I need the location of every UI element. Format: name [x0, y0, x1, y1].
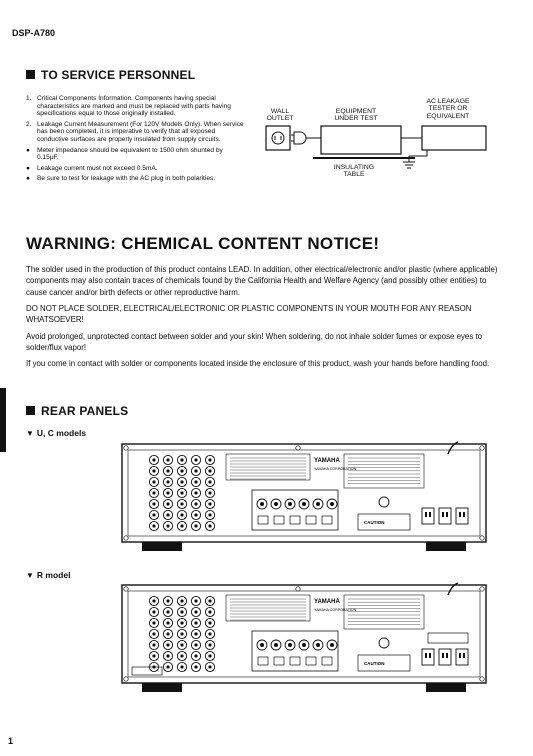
r-label-text: R model: [36, 570, 71, 580]
rca-jack-pin: [208, 480, 211, 483]
rca-jack-pin: [152, 654, 155, 657]
rca-jack-pin: [208, 610, 211, 613]
rca-jack-pin: [208, 458, 211, 461]
rca-jack-pin: [208, 491, 211, 494]
label-line: INSULATING: [333, 164, 375, 171]
list-item-text: Be sure to test for leakage with the AC plug in both polarities.: [37, 175, 216, 183]
rca-jack-pin: [180, 524, 183, 527]
warning-paragraph: The solder used in the production of this product contains LEAD. In addition, other electrical/electronic and/or plastic (where applicable) components may also contain traces of chemicals found by the California Health and Welfare Agency (and possibly other entities) to cause cancer and/or birth defects or other reproductive harm.: [26, 265, 498, 297]
rca-jack-pin: [194, 480, 197, 483]
tester-label: [417, 98, 479, 120]
rca-jack-pin: [208, 621, 211, 624]
speaker-terminal-core: [288, 643, 292, 647]
panel-maker: YAMAHA CORPORATION: [314, 467, 357, 471]
rear-panel-uc: [118, 440, 490, 560]
speaker-terminal-core: [288, 502, 292, 506]
speaker-terminal-core: [302, 643, 306, 647]
speaker-terminal-core: [260, 502, 264, 506]
rca-jack-pin: [166, 610, 169, 613]
rca-jack-pin: [180, 610, 183, 613]
ac-outlet-slot: [425, 653, 427, 658]
rca-jack-pin: [152, 621, 155, 624]
rca-jack-pin: [152, 513, 155, 516]
rca-jack-pin: [194, 524, 197, 527]
rca-jack-pin: [152, 643, 155, 646]
rca-jack-pin: [194, 599, 197, 602]
rca-jack-pin: [152, 632, 155, 635]
list-item-text: Leakage Current Measurement (For 120V Models Only). When service has been completed, it is imperative to verify that all exposed conductive surfaces are properly insulated from supply circuits.: [37, 120, 244, 143]
uc-label-text: U, C models: [36, 428, 87, 438]
equipment-box: [321, 126, 401, 154]
speaker-terminal-core: [274, 502, 278, 506]
square-bullet-icon: [26, 406, 35, 415]
wall-outlet-box: [266, 126, 290, 150]
rca-jack-pin: [180, 643, 183, 646]
caution-label: CAUTION: [364, 520, 385, 525]
warning-paragraph: Avoid prolonged, unprotected contact between solder and your skin! When soldering, do not inhale solder fumes or expose eyes to solder/flux vapor!: [26, 332, 483, 353]
rca-jack-pin: [166, 502, 169, 505]
ac-outlet-slot: [429, 653, 431, 658]
rca-jack-pin: [208, 469, 211, 472]
list-marker: ●: [26, 175, 30, 183]
rca-jack-pin: [194, 665, 197, 668]
rca-jack-pin: [180, 458, 183, 461]
rca-jack-pin: [208, 524, 211, 527]
speaker-terminal-core: [330, 502, 334, 506]
rca-jack-pin: [208, 643, 211, 646]
rca-jack-pin: [152, 502, 155, 505]
rca-jack-pin: [180, 491, 183, 494]
ac-outlet-slot: [442, 512, 444, 517]
service-list: [26, 95, 246, 186]
list-item-text: Critical Components Information. Components having special characteristics are marked and must be replaced with parts having specifications equal to those originally installed.: [37, 95, 231, 118]
list-item: [26, 175, 246, 183]
panel-foot: [142, 683, 182, 692]
leakage-test-diagram: [255, 122, 495, 170]
rca-jack-pin: [152, 599, 155, 602]
panel-brand: YAMAHA: [314, 458, 340, 464]
ac-outlet-slot: [459, 653, 461, 658]
label-line: EQUIPMENT: [335, 108, 377, 115]
r-model-label: [26, 570, 70, 580]
plug-icon: [294, 132, 306, 144]
ac-outlet-slot: [425, 512, 427, 517]
rca-jack-pin: [180, 502, 183, 505]
list-marker: 1.: [26, 95, 32, 102]
ac-outlet-slot: [463, 512, 465, 517]
speaker-terminal-core: [260, 643, 264, 647]
list-marker: ●: [26, 164, 30, 172]
list-item-text: Leakage current must not exceed 0.5mA.: [37, 164, 158, 172]
label-line: EQUIVALENT: [426, 112, 470, 120]
rca-jack-pin: [194, 654, 197, 657]
outlet-icon: [272, 132, 284, 144]
page-number: 1: [8, 736, 14, 746]
rca-jack-pin: [166, 491, 169, 494]
list-item: [26, 121, 246, 144]
triangle-down-icon: ▼: [26, 571, 34, 580]
wall-outlet-label: [258, 108, 302, 123]
rca-jack-pin: [152, 524, 155, 527]
list-item-text: Meter impedance should be equivalent to 1500 ohm shunted by 0.15μF.: [37, 146, 223, 162]
rca-jack-pin: [208, 599, 211, 602]
rca-jack-pin: [166, 458, 169, 461]
tester-box: [422, 126, 486, 150]
list-marker: ●: [26, 146, 30, 154]
list-item: [26, 95, 246, 118]
rear-title-text: REAR PANELS: [41, 404, 129, 418]
warning-title: WARNING: CHEMICAL CONTENT NOTICE!: [26, 234, 380, 253]
rca-jack-pin: [166, 599, 169, 602]
rca-jack-pin: [166, 469, 169, 472]
rca-jack-pin: [194, 469, 197, 472]
service-title-text: TO SERVICE PERSONNEL: [41, 68, 196, 82]
model-name: DSP-A780: [12, 28, 56, 38]
rca-jack-pin: [152, 610, 155, 613]
equipment-label: [326, 108, 386, 123]
warning-paragraph: If you come in contact with solder or components located inside the enclosure of this product, wash your hands before handling food.: [26, 359, 490, 368]
ac-outlet-slot: [442, 653, 444, 658]
panel-foot: [426, 542, 466, 551]
side-index-tab: [0, 388, 6, 452]
rca-jack-pin: [180, 632, 183, 635]
triangle-down-icon: ▼: [26, 429, 34, 438]
rca-jack-pin: [166, 632, 169, 635]
rca-jack-pin: [166, 643, 169, 646]
panel-foot: [426, 683, 466, 692]
rca-jack-pin: [166, 654, 169, 657]
rca-jack-pin: [180, 665, 183, 668]
panel-foot: [142, 542, 182, 551]
rca-jack-pin: [208, 513, 211, 516]
rca-jack-pin: [166, 480, 169, 483]
rca-jack-pin: [152, 469, 155, 472]
label-line: TESTER OR: [428, 105, 468, 113]
rca-jack-pin: [180, 513, 183, 516]
rca-jack-pin: [180, 621, 183, 624]
rca-jack-pin: [208, 665, 211, 668]
rca-jack-pin: [194, 502, 197, 505]
speaker-terminal-core: [316, 643, 320, 647]
rca-jack-pin: [180, 469, 183, 472]
rca-jack-pin: [208, 502, 211, 505]
rca-jack-pin: [152, 458, 155, 461]
ac-outlet-slot: [463, 653, 465, 658]
rca-jack-pin: [194, 610, 197, 613]
rca-jack-pin: [180, 599, 183, 602]
square-bullet-icon: [26, 70, 35, 79]
label-line: WALL: [270, 108, 290, 115]
label-line: TABLE: [343, 171, 365, 179]
service-section-title: [26, 68, 195, 82]
rca-jack-pin: [180, 654, 183, 657]
panel-chassis: [122, 585, 486, 683]
ac-outlet-slot: [446, 653, 448, 658]
label-line: OUTLET: [266, 115, 294, 123]
caution-label: CAUTION: [364, 661, 385, 666]
rca-jack-pin: [194, 458, 197, 461]
rca-jack-pin: [152, 491, 155, 494]
uc-models-label: [26, 428, 86, 438]
rca-jack-pin: [166, 524, 169, 527]
panel-maker: YAMAHA CORPORATION: [314, 608, 357, 612]
label-line: UNDER TEST: [334, 115, 378, 123]
speaker-terminal-core: [274, 643, 278, 647]
ac-outlet-slot: [459, 512, 461, 517]
list-item: [26, 165, 246, 173]
ac-outlet-slot: [446, 512, 448, 517]
speaker-terminal-core: [330, 643, 334, 647]
speaker-terminal-core: [302, 502, 306, 506]
rear-panel-r: [118, 581, 490, 701]
rca-jack-pin: [194, 632, 197, 635]
ac-outlet-slot: [429, 512, 431, 517]
list-item: [26, 147, 246, 162]
rca-jack-pin: [208, 654, 211, 657]
rca-jack-pin: [194, 621, 197, 624]
list-marker: 2.: [26, 120, 32, 128]
panel-chassis: [122, 444, 486, 542]
panel-brand: YAMAHA: [314, 599, 340, 605]
rca-jack-pin: [208, 632, 211, 635]
rca-jack-pin: [166, 513, 169, 516]
rear-section-title: [26, 404, 128, 418]
speaker-terminal-core: [316, 502, 320, 506]
rca-jack-pin: [166, 621, 169, 624]
warning-paragraph: DO NOT PLACE SOLDER, ELECTRICAL/ELECTRONIC OR PLASTIC COMPONENTS IN YOUR MOUTH FOR ANY REASON WHATSOEVER!: [26, 304, 472, 325]
rca-jack-pin: [194, 513, 197, 516]
rca-jack-pin: [194, 643, 197, 646]
label-line: AC LEAKAGE: [426, 98, 470, 105]
rca-jack-pin: [180, 480, 183, 483]
rca-jack-pin: [194, 491, 197, 494]
rca-jack-pin: [152, 480, 155, 483]
rca-jack-pin: [166, 665, 169, 668]
